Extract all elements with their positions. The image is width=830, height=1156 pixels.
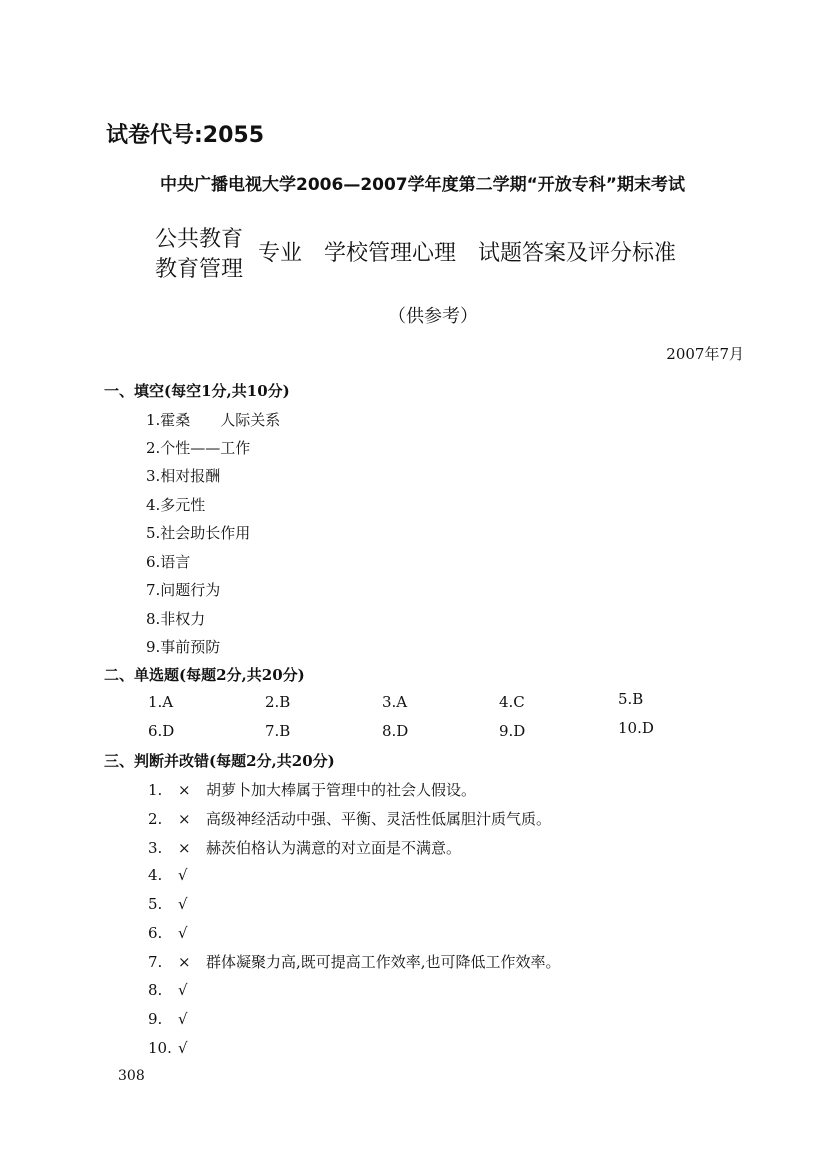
item-text: 群体凝聚力高,既可提高工作效率,也可降低工作效率。 <box>206 953 561 971</box>
list-item: 1.霍桑 人际关系 <box>146 411 281 429</box>
list-item: 3.相对报酬 <box>146 467 221 485</box>
check-mark: √ <box>178 866 188 884</box>
list-item <box>148 837 461 858</box>
list-item: 8.非权力 <box>146 610 206 628</box>
answer-cell: 1.A <box>148 693 174 711</box>
list-item <box>148 1039 206 1057</box>
list-item <box>148 779 476 800</box>
major-name-2: 教育管理 <box>155 257 244 282</box>
section2-title: 二、单选题(每题2分,共20分) <box>104 666 305 684</box>
item-text: 赫茨伯格认为满意的对立面是不满意。 <box>206 839 462 857</box>
answer-cell: 10.D <box>618 719 654 737</box>
list-item: 6.语言 <box>146 553 191 571</box>
reference-note: （供参考） <box>388 306 478 327</box>
section3-title: 三、判断并改错(每题2分,共20分) <box>104 752 335 770</box>
cross-mark: × <box>178 810 191 828</box>
list-item <box>148 866 206 884</box>
item-number: 3. <box>148 839 163 857</box>
list-item: 9.事前预防 <box>146 638 221 656</box>
list-item: 7.问题行为 <box>146 581 221 599</box>
exam-date: 2007年7月 <box>666 345 744 363</box>
check-mark: √ <box>178 924 188 942</box>
list-item <box>148 1010 206 1028</box>
cross-mark: × <box>178 953 191 971</box>
list-item: 5.社会助长作用 <box>146 524 251 542</box>
item-number: 5. <box>148 895 163 913</box>
list-item <box>148 951 561 972</box>
answer-cell: 2.B <box>265 693 291 711</box>
answer-cell: 7.B <box>265 722 291 740</box>
item-number: 4. <box>148 866 163 884</box>
item-text: 胡萝卜加大棒属于管理中的社会人假设。 <box>206 781 477 799</box>
item-number: 1. <box>148 781 163 799</box>
answer-cell: 3.A <box>382 693 408 711</box>
list-item <box>148 981 206 999</box>
check-mark: √ <box>178 1039 188 1057</box>
list-item: 2.个性——工作 <box>146 439 251 457</box>
check-mark: √ <box>178 981 188 999</box>
answer-cell: 9.D <box>499 722 526 740</box>
answer-cell: 6.D <box>148 722 175 740</box>
cross-mark: × <box>178 839 191 857</box>
major-name-1: 公共教育 <box>155 227 244 252</box>
course-title: 专业 学校管理心理 试题答案及评分标准 <box>258 241 677 266</box>
item-number: 7. <box>148 953 163 971</box>
page-number: 308 <box>118 1068 145 1084</box>
item-number: 6. <box>148 924 163 942</box>
answer-cell: 5.B <box>618 690 644 708</box>
item-text: 高级神经活动中强、平衡、灵活性低属胆汁质气质。 <box>206 810 552 828</box>
item-number: 2. <box>148 810 163 828</box>
list-item <box>148 924 206 942</box>
item-number: 10. <box>148 1039 172 1057</box>
university-title: 中央广播电视大学2006—2007学年度第二学期“开放专科”期末考试 <box>160 175 685 195</box>
item-number: 8. <box>148 981 163 999</box>
section1-title: 一、填空(每空1分,共10分) <box>104 382 290 400</box>
list-item <box>148 895 206 913</box>
check-mark: √ <box>178 895 188 913</box>
answer-cell: 4.C <box>499 693 525 711</box>
list-item <box>148 808 551 829</box>
paper-code: 试卷代号:2055 <box>106 123 265 148</box>
check-mark: √ <box>178 1010 188 1028</box>
item-number: 9. <box>148 1010 163 1028</box>
cross-mark: × <box>178 781 191 799</box>
list-item: 4.多元性 <box>146 496 206 514</box>
answer-cell: 8.D <box>382 722 409 740</box>
